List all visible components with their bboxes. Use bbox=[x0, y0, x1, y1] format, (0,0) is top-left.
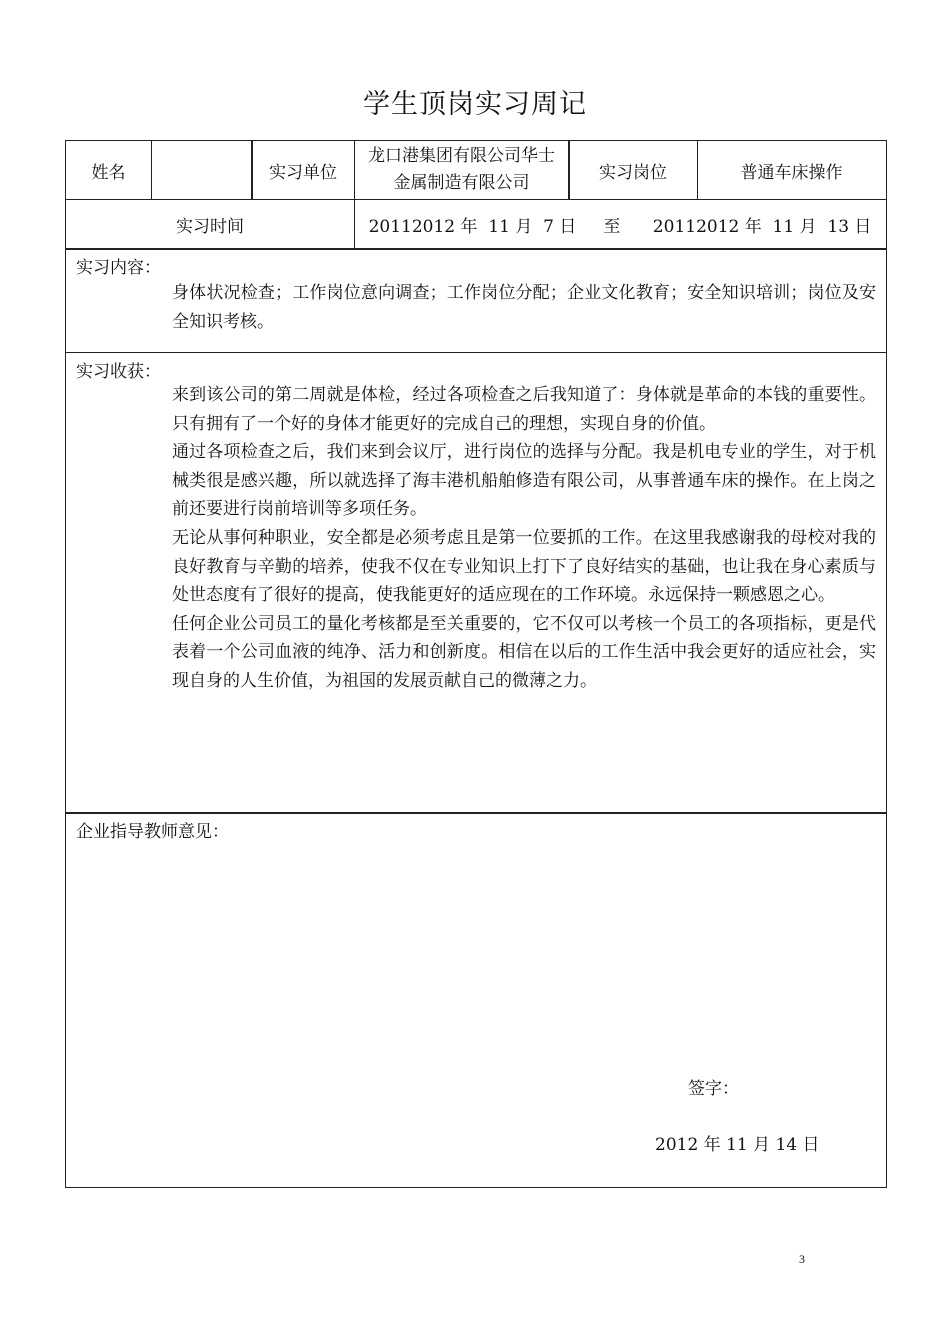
harvest-paragraph: 通过各项检查之后，我们来到会议厅，进行岗位的选择与分配。我是机电专业的学生，对于机械类很是感兴趣，所以就选择了海丰港机船舶修造有限公司，从事普通车床的操作。在上岗之前还要进行岗前培训等多项任务。 bbox=[172, 442, 876, 520]
page-title: 学生顶岗实习周记 bbox=[363, 89, 587, 120]
post-label: 实习岗位 bbox=[599, 162, 667, 183]
sign-date: 2012 年 11 月 14 日 bbox=[655, 1135, 820, 1155]
name-label-cell bbox=[65, 140, 152, 200]
harvest-paragraph: 无论从事何种职业，安全都是必须考虑且是第一位要抓的工作。在这里我感谢我的母校对我的良好教育与辛勤的培养，使我不仅在专业知识上打下了良好结实的基础，也让我在身心素质与处世态度有了很好的提高，使我能更好的适应现在的工作环境。永远保持一颗感恩之心。 bbox=[172, 527, 876, 606]
post-value: 普通车床操作 bbox=[740, 162, 843, 183]
unit-label-cell bbox=[251, 140, 355, 200]
sign-label: 签字： bbox=[688, 1079, 739, 1099]
post-value-cell bbox=[697, 140, 887, 200]
time-value: 20112012 年 11 月 7 日 至 20112012 年 11 月 13 日 bbox=[368, 216, 872, 237]
post-label-cell bbox=[568, 140, 698, 200]
name-label: 姓名 bbox=[91, 162, 126, 183]
unit-value: 龙口港集团有限公司华士金属制造有限公司 bbox=[368, 146, 555, 193]
time-value-cell bbox=[354, 199, 887, 250]
time-label: 实习时间 bbox=[176, 216, 244, 237]
harvest-text bbox=[172, 381, 876, 696]
unit-value-cell bbox=[354, 140, 570, 200]
teacher-label: 企业指导教师意见： bbox=[76, 822, 229, 842]
content-label: 实习内容： bbox=[76, 258, 161, 278]
time-label-cell bbox=[65, 199, 355, 250]
unit-label: 实习单位 bbox=[269, 162, 337, 183]
name-value-cell bbox=[151, 140, 253, 200]
harvest-paragraph: 来到该公司的第二周就是体检，经过各项检查之后我知道了：身体就是革命的本钱的重要性。只有拥有了一个好的身体才能更好的完成自己的理想，实现自身的价值。 bbox=[172, 385, 876, 434]
harvest-label: 实习收获： bbox=[76, 362, 161, 382]
page-number: 3 bbox=[799, 1252, 805, 1266]
content-text: 身体状况检查；工作岗位意向调查；工作岗位分配；企业文化教育；安全知识培训；岗位及安全知识考核。 bbox=[172, 283, 876, 332]
harvest-paragraph: 任何企业公司员工的量化考核都是至关重要的，它不仅可以考核一个员工的各项指标，更是代表着一个公司血液的纯净、活力和创新度。相信在以后的工作生活中我会更好的适应社会，实现自身的人生价值，为祖国的发展贡献自己的微薄之力。 bbox=[172, 613, 876, 691]
